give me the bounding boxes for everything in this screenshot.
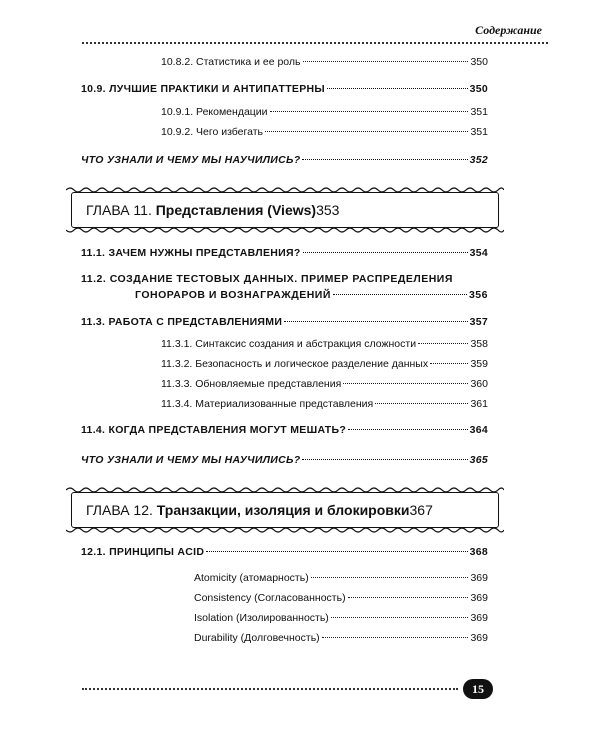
entry-page: 357: [469, 316, 488, 328]
entry-label: 11.1. ЗАЧЕМ НУЖНЫ ПРЕДСТАВЛЕНИЯ?: [81, 247, 301, 259]
toc-entry-10-9[interactable]: [81, 83, 488, 95]
toc-entry-10-8-2[interactable]: [161, 56, 488, 68]
entry-page: 369: [470, 612, 488, 624]
entry-page: 364: [469, 424, 488, 436]
entry-page: 368: [469, 546, 488, 558]
entry-label: 12.1. ПРИНЦИПЫ ACID: [81, 546, 205, 558]
dot-leader: [284, 321, 467, 322]
header-divider: [82, 42, 548, 44]
entry-page: 351: [470, 126, 488, 138]
entry-page: 359: [470, 358, 488, 370]
toc-entry-ch11-summary[interactable]: [81, 454, 488, 466]
entry-label-line2: ГОНОРАРОВ И ВОЗНАГРАЖДЕНИЙ: [135, 289, 331, 301]
entry-page: 358: [470, 338, 488, 350]
entry-page: 365: [469, 454, 488, 466]
entry-label: Atomicity (атомарность): [194, 572, 309, 584]
chapter-title: Транзакции, изоляция и блокировки: [156, 502, 410, 518]
dot-leader: [303, 252, 468, 253]
toc-entry-isolation[interactable]: [194, 612, 488, 624]
entry-page: 352: [469, 154, 488, 166]
dot-leader: [311, 577, 469, 578]
dot-leader: [303, 61, 469, 62]
page-number-badge: 15: [463, 679, 493, 699]
entry-page: 350: [469, 83, 488, 95]
entry-page: 351: [470, 106, 488, 118]
entry-page: 356: [468, 289, 488, 301]
entry-page: 369: [470, 592, 488, 604]
entry-label: 10.9.1. Рекомендации: [161, 106, 268, 118]
chapter-title: Представления (Views): [155, 202, 317, 218]
toc-entry-10-9-2[interactable]: [161, 126, 488, 138]
dot-leader: [270, 111, 469, 112]
footer-divider: [82, 688, 458, 690]
entry-label: ЧТО УЗНАЛИ И ЧЕМУ МЫ НАУЧИЛИСЬ?: [81, 154, 301, 166]
entry-label: 10.9.2. Чего избегать: [161, 126, 264, 138]
entry-page: 360: [470, 378, 488, 390]
chapter-prefix: ГЛАВА 11.: [86, 202, 152, 218]
dot-leader: [375, 403, 468, 404]
entry-label: 11.3.1. Синтаксис создания и абстракция сложности: [161, 338, 417, 350]
entry-label: 10.8.2. Статистика и ее роль: [161, 56, 301, 68]
toc-entry-11-3-2[interactable]: [161, 358, 488, 370]
toc-entry-11-3-3[interactable]: [161, 378, 488, 390]
chapter-page: 367: [409, 502, 433, 518]
dot-leader: [348, 597, 469, 598]
entry-page: 354: [469, 247, 488, 259]
chapter-12-heading[interactable]: [71, 492, 499, 528]
dot-leader: [302, 459, 467, 460]
chapter-label: [86, 502, 410, 518]
entry-label: 11.4. КОГДА ПРЕДСТАВЛЕНИЯ МОГУТ МЕШАТЬ?: [81, 424, 347, 436]
toc-entry-consistency[interactable]: [194, 592, 488, 604]
entry-label: 10.9. ЛУЧШИЕ ПРАКТИКИ И АНТИПАТТЕРНЫ: [81, 83, 325, 95]
chapter-11-heading[interactable]: [71, 192, 499, 228]
entry-page: 369: [470, 572, 488, 584]
chapter-12-wave-bottom: [66, 526, 504, 534]
entry-label: 11.3. РАБОТА С ПРЕДСТАВЛЕНИЯМИ: [81, 316, 283, 328]
chapter-page: 353: [316, 202, 340, 218]
toc-entry-ch10-summary[interactable]: [81, 154, 488, 166]
entry-label: Durability (Долговечность): [194, 632, 320, 644]
chapter-label: [86, 202, 316, 218]
entry-label: 11.3.3. Обновляемые представления: [161, 378, 342, 390]
entry-label-line1: 11.2. СОЗДАНИЕ ТЕСТОВЫХ ДАННЫХ. ПРИМЕР РАСПРЕДЕЛЕНИЯ: [81, 273, 453, 285]
entry-page: 361: [470, 398, 488, 410]
toc-entry-11-3[interactable]: [81, 316, 488, 328]
dot-leader: [418, 343, 468, 344]
toc-entry-atomicity[interactable]: [194, 572, 488, 584]
entry-label: 11.3.2. Безопасность и логическое разделение данных: [161, 358, 429, 370]
dot-leader: [206, 551, 467, 552]
entry-page: 350: [470, 56, 488, 68]
toc-entry-11-2[interactable]: [81, 271, 488, 303]
dot-leader: [322, 637, 469, 638]
dot-leader: [327, 88, 468, 89]
toc-entry-11-3-1[interactable]: [161, 338, 488, 350]
entry-label: ЧТО УЗНАЛИ И ЧЕМУ МЫ НАУЧИЛИСЬ?: [81, 454, 301, 466]
dot-leader: [430, 363, 468, 364]
toc-entry-durability[interactable]: [194, 632, 488, 644]
entry-label: Consistency (Согласованность): [194, 592, 346, 604]
dot-leader: [348, 429, 467, 430]
entry-label: Isolation (Изолированность): [194, 612, 329, 624]
toc-entry-11-4[interactable]: [81, 424, 488, 436]
toc-entry-11-1[interactable]: [81, 247, 488, 259]
chapter-11-wave-bottom: [66, 226, 504, 234]
running-header-title: Содержание: [475, 23, 542, 37]
entry-line2: [81, 287, 488, 303]
entry-label: 11.3.4. Материализованные представления: [161, 398, 374, 410]
chapter-prefix: ГЛАВА 12.: [86, 502, 153, 518]
toc-entry-10-9-1[interactable]: [161, 106, 488, 118]
dot-leader: [343, 383, 468, 384]
toc-entry-11-3-4[interactable]: [161, 398, 488, 410]
dot-leader: [333, 294, 467, 295]
dot-leader: [331, 617, 469, 618]
dot-leader: [302, 159, 467, 160]
entry-page: 369: [470, 632, 488, 644]
dot-leader: [265, 131, 468, 132]
toc-entry-12-1[interactable]: [81, 546, 488, 558]
